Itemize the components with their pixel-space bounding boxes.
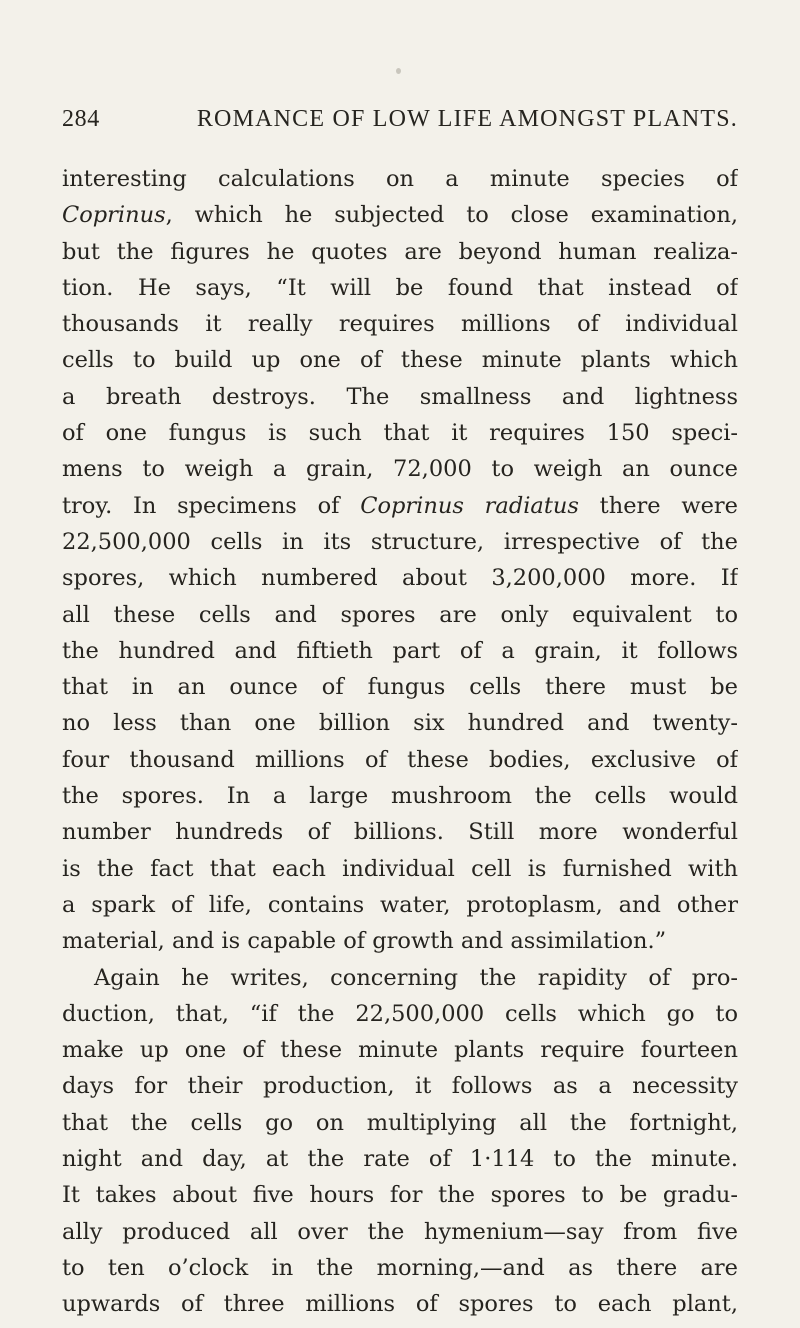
running-head: [62, 106, 738, 138]
text-line: It takes about five hours for the spores to be gradu-: [62, 1182, 738, 1209]
text-line: number hundreds of billions. Still more wonderful: [62, 819, 738, 846]
text-line: is the fact that each individual cell is furnished with: [62, 855, 738, 882]
text-line: Coprinus, which he subjected to close examination,: [62, 202, 738, 229]
species-name: Coprinus radiatus: [360, 492, 579, 519]
text-line: but the figures he quotes are beyond human realiza-: [62, 238, 738, 265]
text-line: thousands it really requires millions of individual: [62, 311, 738, 338]
page-number: 284: [62, 106, 100, 132]
body-text: [62, 161, 738, 1323]
text-line: 22,500,000 cells in its structure, irrespective of the: [62, 528, 738, 555]
text-line: the spores. In a large mushroom the cells would: [62, 783, 738, 810]
text-line: a spark of life, contains water, protoplasm, and other: [62, 891, 738, 918]
text-line: all these cells and spores are only equivalent to: [62, 601, 738, 628]
paragraph-end-line: material, and is capable of growth and assimilation.”: [62, 928, 667, 955]
text-line: upwards of three millions of spores to each plant,: [62, 1291, 738, 1318]
text-line: that the cells go on multiplying all the fortnight,: [62, 1109, 738, 1136]
species-name: Coprinus: [62, 202, 166, 229]
running-title: ROMANCE OF LOW LIFE AMONGST PLANTS.: [196, 106, 738, 132]
text-line: troy. In specimens of Coprinus radiatus there were: [62, 492, 738, 519]
paragraph-start-line: Again he writes, concerning the rapidity of pro-: [94, 964, 738, 991]
text-line: the hundred and fiftieth part of a grain, it follows: [62, 637, 738, 664]
text-line: interesting calculations on a minute species of: [62, 166, 738, 192]
text-line: duction, that, “if the 22,500,000 cells which go to: [62, 1000, 738, 1027]
text-line: that in an ounce of fungus cells there must be: [62, 674, 738, 701]
text-line: tion. He says, “It will be found that instead of: [62, 274, 738, 301]
text-line: mens to weigh a grain, 72,000 to weigh an ounce: [62, 456, 738, 483]
text-line: cells to build up one of these minute plants which: [62, 347, 738, 374]
text-line: four thousand millions of these bodies, exclusive of: [62, 746, 738, 773]
text-line: ally produced all over the hymenium—say from five: [62, 1218, 738, 1245]
text-line: spores, which numbered about 3,200,000 more. If: [62, 565, 738, 592]
text-line: days for their production, it follows as a necessity: [62, 1073, 738, 1100]
text-line: to ten o’clock in the morning,—and as there are: [62, 1254, 738, 1281]
text-line: no less than one billion six hundred and twenty-: [62, 710, 738, 737]
text-line: of one fungus is such that it requires 150 speci-: [62, 420, 738, 447]
text-line: night and day, at the rate of 1·114 to the minute.: [62, 1146, 738, 1173]
text-line: make up one of these minute plants require fourteen: [62, 1037, 738, 1064]
text-line: a breath destroys. The smallness and lightness: [62, 383, 738, 410]
paper-speck: [396, 68, 401, 74]
